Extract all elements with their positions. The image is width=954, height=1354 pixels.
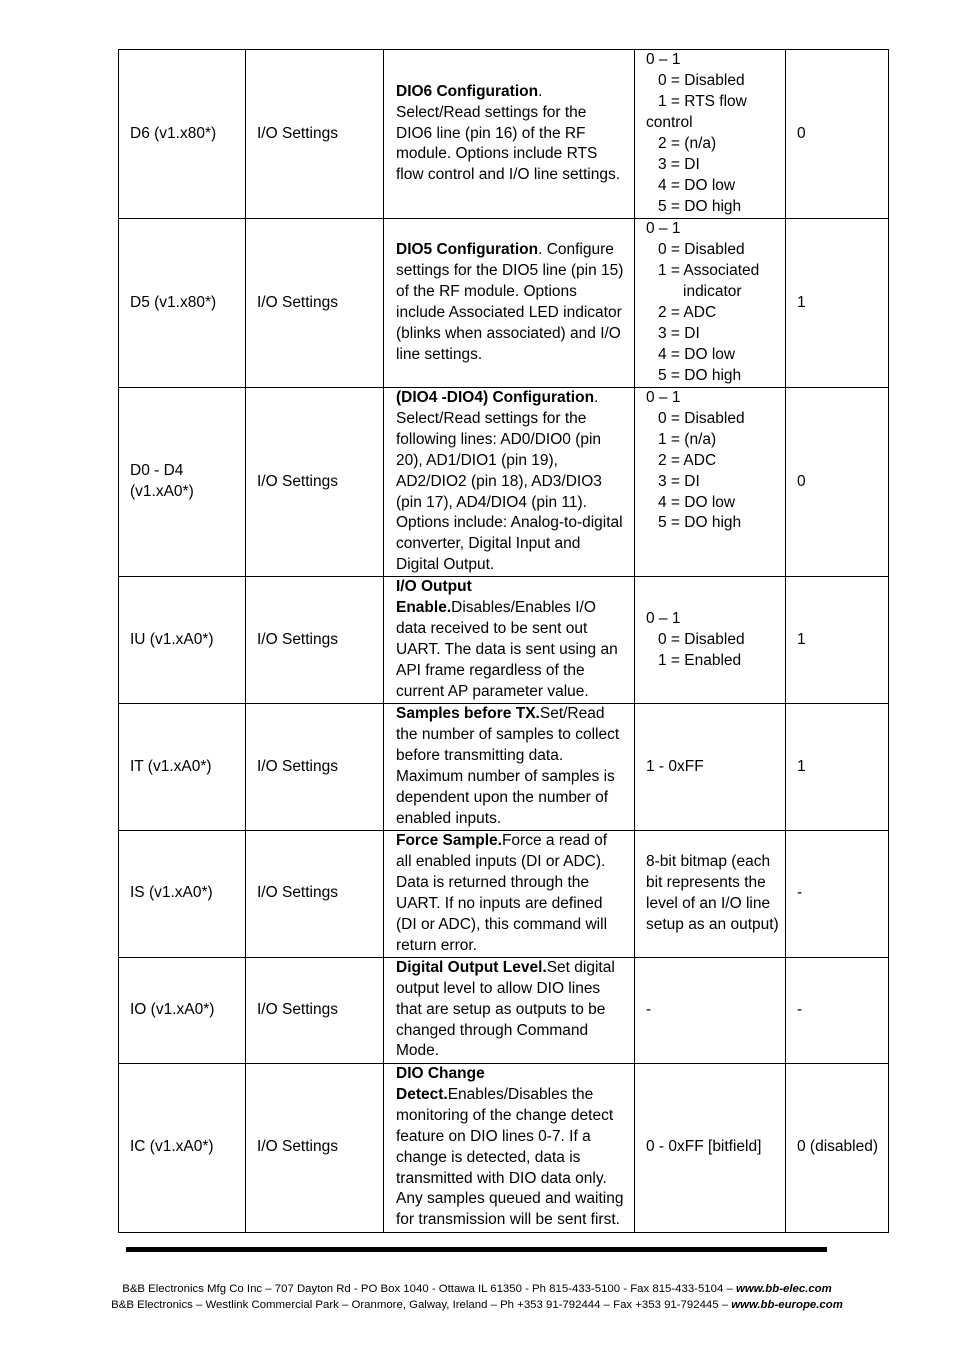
description-text: Set/Read the number of samples to collect before transmitting data. Maximum number of samples is dependent upon the number of enabled inputs. — [396, 705, 620, 827]
range-cell — [635, 1063, 786, 1232]
range-cell — [635, 704, 786, 831]
footer-divider — [126, 1247, 827, 1252]
description-title: DIO Change Detect. — [396, 1064, 485, 1103]
description-text: Force a read of all enabled inputs (DI or ADC). Data is returned through the UART. If no inputs are defined (DI or ADC), this command will return error. — [396, 832, 608, 954]
range-line: 4 = DO low — [658, 176, 736, 194]
table-row — [119, 957, 889, 1063]
range-line: 1 = Enabled — [658, 651, 742, 669]
description-text: Disables/Enables I/O data received to be sent out UART. The data is sent using an API frame regardless of the current AP parameter value. — [396, 599, 618, 700]
range-line: control — [646, 114, 693, 132]
table-row — [119, 219, 889, 388]
table-row — [119, 704, 889, 831]
description-title: DIO5 Configuration — [396, 241, 539, 259]
description-title: I/O Output Enable. — [396, 578, 472, 617]
range-line: 5 = DO high — [658, 366, 742, 384]
range-line: indicator — [683, 283, 742, 301]
footer-link-us[interactable]: www.bb-elec.com — [735, 1283, 832, 1295]
range-line: 0 = Disabled — [658, 409, 745, 427]
footer-address-us: B&B Electronics Mfg Co Inc – 707 Dayton Rd - PO Box 1040 - Ottawa IL 61350 - Ph 815-433-5100 - Fax 815-433-5104 – — [122, 1283, 736, 1295]
default-cell: - — [786, 957, 889, 1063]
range-line: 2 = (n/a) — [658, 135, 717, 152]
description-cell — [384, 1063, 635, 1232]
description-title: DIO6 Configuration — [396, 82, 539, 100]
table-row — [119, 1063, 889, 1232]
description-text: . Configure settings for the DIO5 line (pin 15) of the RF module. Options include Associated LED indicator (blinks when associated) and I/O line settings. — [396, 241, 624, 363]
range-line: 2 = ADC — [658, 451, 717, 469]
range-cell — [635, 957, 786, 1063]
command-cell: IC (v1.xA0*) — [119, 1063, 246, 1232]
category-cell: I/O Settings — [246, 388, 384, 577]
description-text: . Select/Read settings for the DIO6 line (pin 16) of the RF module. Options include RTS flow control and I/O line settings. — [396, 82, 621, 184]
footer-line-us — [0, 1281, 954, 1297]
category-cell: I/O Settings — [246, 1063, 384, 1232]
range-line: 5 = DO high — [658, 197, 742, 215]
default-cell: - — [786, 831, 889, 957]
parameter-table — [118, 49, 889, 1233]
range-line: 5 = DO high — [658, 514, 742, 532]
category-cell: I/O Settings — [246, 219, 384, 388]
category-cell: I/O Settings — [246, 50, 384, 219]
range-cell — [635, 50, 786, 219]
category-cell: I/O Settings — [246, 957, 384, 1063]
footer-address-eu: B&B Electronics – Westlink Commercial Park – Oranmore, Galway, Ireland – Ph +353 91-792444 – Fax +353 91-792445 – — [111, 1299, 732, 1311]
description-text: . Select/Read settings for the following lines: AD0/DIO0 (pin 20), AD1/DIO1 (pin 19), AD2/DIO2 (pin 18), AD3/DIO3 (pin 17), AD4/DIO4 (pin 11). Options include: Analog-to-digital converter, Digital Input and Digital Output. — [396, 389, 623, 574]
range-cell — [635, 577, 786, 704]
range-line: 4 = DO low — [658, 345, 736, 363]
footer-line-eu — [0, 1297, 954, 1313]
range-cell — [635, 219, 786, 388]
default-cell: 1 — [786, 577, 889, 704]
default-cell: 1 — [786, 704, 889, 831]
table-row — [119, 388, 889, 577]
description-text: Set digital output level to allow DIO lines that are setup as outputs to be changed through Command Mode. — [396, 958, 615, 1060]
range-line: 0 = Disabled — [658, 241, 745, 259]
command-cell: IO (v1.xA0*) — [119, 957, 246, 1063]
footer — [0, 1281, 954, 1313]
category-cell: I/O Settings — [246, 577, 384, 704]
range-line: 0 = Disabled — [658, 72, 745, 90]
range-line: 1 = Associated — [658, 262, 760, 280]
range-line: 0 - 0xFF [bitfield] — [646, 1138, 762, 1156]
range-line: - — [646, 1000, 652, 1018]
description-text: Enables/Disables the monitoring of the change detect feature on DIO lines 0-7. If a change is detected, data is transmitted with DIO data only. Any samples queued and waiting for transmission will be sent first. — [396, 1085, 624, 1229]
description-cell — [384, 577, 635, 704]
description-title: (DIO4 -DIO4) Configuration — [396, 389, 595, 406]
default-cell: 0 (disabled) — [786, 1063, 889, 1232]
description-cell — [384, 957, 635, 1063]
range-cell — [635, 388, 786, 577]
description-title: Force Sample. — [396, 832, 502, 850]
range-line: 2 = ADC — [658, 304, 717, 321]
default-cell: 1 — [786, 219, 889, 388]
description-cell — [384, 219, 635, 388]
range-line: 8-bit bitmap (each bit represents the level of an I/O line setup as an output) — [646, 853, 779, 933]
range-cell — [635, 831, 786, 957]
command-cell: IU (v1.xA0*) — [119, 577, 246, 704]
range-line: 1 = (n/a) — [658, 430, 717, 448]
command-cell: IS (v1.xA0*) — [119, 831, 246, 957]
range-line: 0 – 1 — [646, 609, 681, 627]
range-line: 0 – 1 — [646, 51, 681, 69]
description-cell — [384, 831, 635, 957]
range-line: 3 = DI — [658, 324, 700, 342]
command-cell: D6 (v1.x80*) — [119, 50, 246, 219]
range-line: 0 – 1 — [646, 220, 681, 238]
description-cell — [384, 388, 635, 577]
category-cell: I/O Settings — [246, 704, 384, 831]
category-cell: I/O Settings — [246, 831, 384, 957]
table-row — [119, 831, 889, 957]
description-title: Samples before TX. — [396, 705, 540, 723]
range-line: 1 = RTS flow — [658, 93, 747, 111]
default-cell: 0 — [786, 388, 889, 577]
default-cell: 0 — [786, 50, 889, 219]
description-cell — [384, 704, 635, 831]
description-cell — [384, 50, 635, 219]
command-cell: IT (v1.xA0*) — [119, 704, 246, 831]
table-row — [119, 577, 889, 704]
range-line: 0 = Disabled — [658, 630, 745, 648]
command-cell: D5 (v1.x80*) — [119, 219, 246, 388]
command-cell: D0 - D4 (v1.xA0*) — [119, 388, 246, 577]
range-line: 0 – 1 — [646, 389, 681, 406]
range-line: 3 = DI — [658, 472, 700, 490]
range-line: 4 = DO low — [658, 493, 736, 511]
description-title: Digital Output Level. — [396, 958, 547, 976]
range-line: 3 = DI — [658, 155, 700, 173]
footer-link-eu[interactable]: www.bb-europe.com — [731, 1299, 843, 1311]
table-row — [119, 50, 889, 219]
range-line: 1 - 0xFF — [646, 757, 704, 775]
